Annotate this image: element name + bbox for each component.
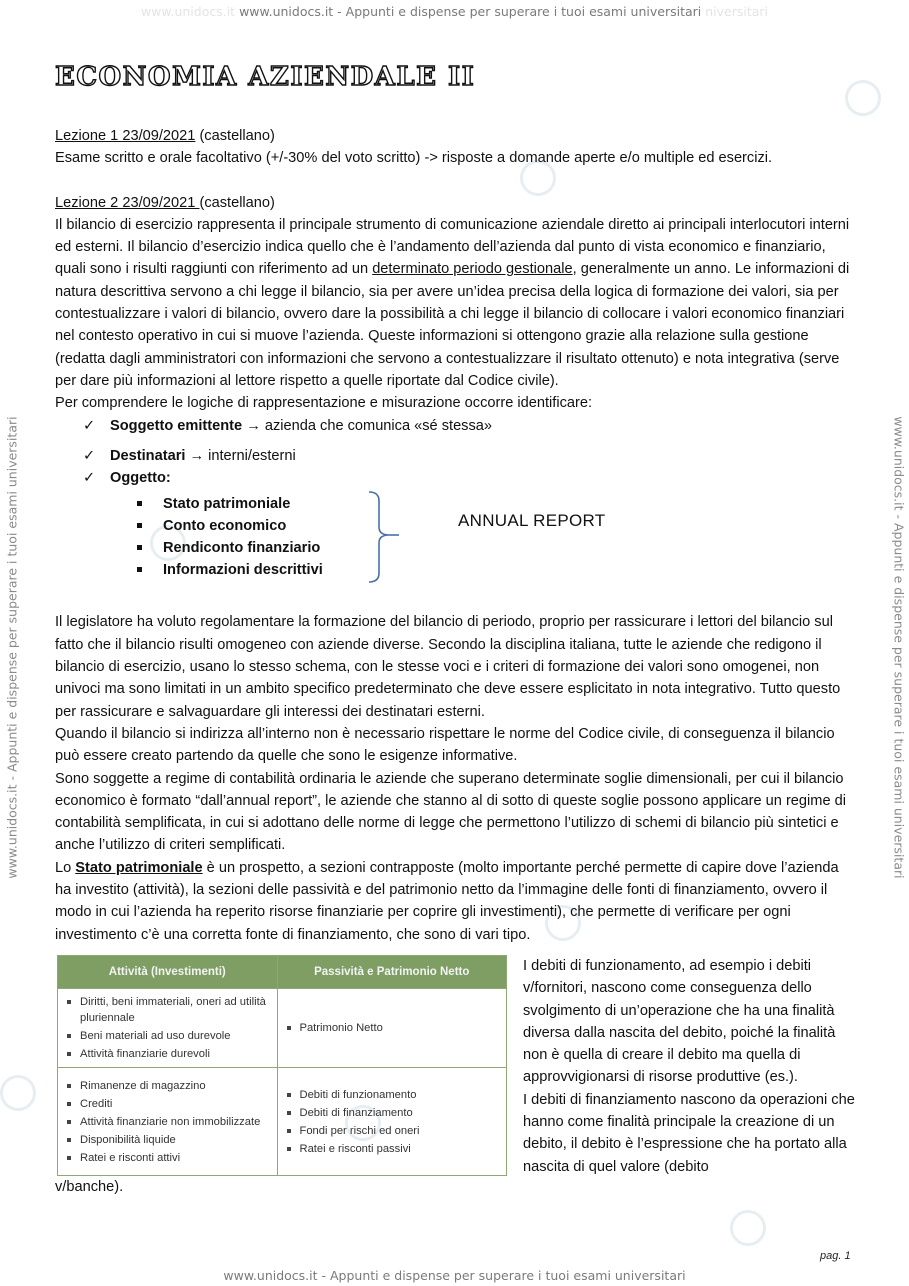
check-item-rest: → interni/esterni xyxy=(185,447,296,464)
table-list-item: Fondi per rischi ed oneri xyxy=(282,1123,501,1139)
square-bullet-icon xyxy=(137,501,142,506)
square-bullet-icon xyxy=(137,523,142,528)
table-list-item: Crediti xyxy=(62,1096,271,1112)
watermark-bottom xyxy=(0,1268,909,1283)
debts-paragraph-2: I debiti di finanziamento nascono da operazioni che hanno come finalità principale la creazione di un debito, il debito è l’espressione che ha portato alla nascita di quel valore (debito xyxy=(523,1091,855,1175)
watermark-logo-icon xyxy=(730,1210,766,1246)
lesson2-paragraph-1 xyxy=(55,214,855,392)
object-item xyxy=(163,493,323,515)
watermark-left: www.unidocs.it - Appunti e dispense per superare i tuoi esami universitari xyxy=(4,416,20,879)
object-label: Informazioni descrittivi xyxy=(163,562,323,579)
table-list-item: Rimanenze di magazzino xyxy=(62,1078,271,1094)
table-list-item: Disponibilità liquide xyxy=(62,1132,271,1148)
table-list-item: Diritti, beni immateriali, oneri ad utilità pluriennale xyxy=(62,994,271,1026)
table-list-item: Ratei e risconti passivi xyxy=(282,1141,501,1157)
check-item xyxy=(55,445,855,467)
table-header-liabilities: Passività e Patrimonio Netto xyxy=(277,956,507,989)
lesson2-paragraph-5: Sono soggette a regime di contabilità ordinaria le aziende che superano determinate soglie dimensionali, per cui il bilancio economico è formato “dall’annual report”, le aziende che stanno al di sotto di queste soglie possono applicare un regime di contabilità semplificata, in cui si adottano delle norme di legge che permettono l’utilizzo di schemi di bilancio più sintetici e anche l’utilizzo di criteri semplificati. xyxy=(55,770,846,854)
table-cell xyxy=(277,1068,507,1176)
table-cell xyxy=(58,1068,278,1176)
check-item-bold: Soggetto emittente xyxy=(110,417,243,434)
watermark-ghost-right: niversitari xyxy=(705,4,769,19)
table-list-item: Patrimonio Netto xyxy=(282,1020,501,1036)
object-item xyxy=(163,537,323,559)
object-item xyxy=(163,515,323,537)
check-item-bold: Oggetto: xyxy=(110,470,171,487)
lesson2-note: (castellano) xyxy=(199,194,275,211)
lesson2-heading: Lezione 2 23/09/2021 xyxy=(55,194,200,211)
lesson1-text: Esame scritto e orale facoltativo (+/-30% del voto scritto) -> risposte a domande aperte e/o multiple ed esercizi. xyxy=(55,150,773,167)
check-list xyxy=(55,415,855,490)
annual-report-label: ANNUAL REPORT xyxy=(458,511,606,531)
table-list-item: Beni materiali ad uso durevole xyxy=(62,1028,271,1044)
debts-tail: v/banche). xyxy=(55,1179,124,1195)
object-list xyxy=(163,493,323,581)
table-cell xyxy=(277,989,507,1068)
curly-brace-icon xyxy=(365,489,405,585)
paragraph-text: è un prospetto, a sezioni contrapposte (molto importante perché permette di capire dove l’azienda ha investito (attività), la sezioni delle passività e del patrimonio netto da l’immagine delle fonti di finanziamento, ovvero il modo in cui l’azienda ha reperito risorse finanziarie per coprire gli investimenti), che permette di verificare per ogni investimento c’è una corretta fonte di finanziamento, che sono di vari tipo. xyxy=(55,859,839,943)
paragraph-text: Il bilancio di esercizio rappresenta il principale strumento di comunicazione aziendale diretto ai principali interlocutori interni ed esterni. Il bilancio d’esercizio indica quello che è l’andamento dell’azienda dal punto di vista economico e finanziario, quali sono i risulti raggiunti con riferimento ad un xyxy=(55,216,850,278)
lesson2-paragraph-4: Quando il bilancio si indirizza all’interno non è necessario rispettare le norme del Codice civile, di conseguenza il bilancio può essere creato partendo da quelle che sono le esigenze informative. xyxy=(55,725,835,765)
underlined-term: determinato periodo gestionale xyxy=(372,261,573,278)
lesson2-heading-line xyxy=(55,192,855,214)
watermark-logo-icon xyxy=(845,80,881,116)
check-item-rest: → azienda che comunica «sé stessa» xyxy=(242,417,493,434)
page-number: pag. 1 xyxy=(820,1250,851,1262)
square-bullet-icon xyxy=(137,567,142,572)
lesson1-heading-line xyxy=(55,125,855,147)
balance-sheet-table xyxy=(57,955,507,1168)
object-item xyxy=(163,559,323,581)
object-label: Rendiconto finanziario xyxy=(163,540,321,557)
watermark-top-text: www.unidocs.it - Appunti e dispense per superare i tuoi esami universitari xyxy=(239,4,702,19)
debts-paragraph-1: I debiti di funzionamento, ad esempio i debiti v/fornitori, nascono come conseguenza dello svolgimento di un’operazione che ha una finalità diversa dalla nascita del debito, poiché la finalità non è quella di creare il debito ma quella di approvvigionarsi di risorse produttive (es.). xyxy=(523,958,836,1086)
table-list-item: Debiti di finanziamento xyxy=(282,1105,501,1121)
watermark-ghost-left: www.unidocs.it xyxy=(140,4,236,19)
object-label: Stato patrimoniale xyxy=(163,496,291,513)
lesson1-note: (castellano) xyxy=(195,128,275,144)
document-title: ECONOMIA AZIENDALE II xyxy=(55,62,476,92)
table-cell xyxy=(58,989,278,1068)
square-bullet-icon xyxy=(137,545,142,550)
watermark-bottom-text: www.unidocs.it - Appunti e dispense per superare i tuoi esami universitari xyxy=(223,1268,686,1283)
table-list-item: Ratei e risconti attivi xyxy=(62,1150,271,1166)
paragraph-text: , generalmente un anno. Le informazioni di natura descrittiva servono a chi legge il bilancio, sia per avere un’idea precisa della logica di formazione dei valori, sia per contestualizzare i valori di bilancio, ovvero dare la possibilità a chi legge il bilancio di collocare i valori economico finanziari nel contesto operativo in cui si muove l’azienda. Queste informazioni si ottengono grazie alla relazione sulla gestione (redatta dagli amministratori con informazioni che servono a contestualizzare il risultato ottenuto) e nota integrativa (serve per dare più informazioni al lettore rispetto a quelle riportate dal Codice civile). xyxy=(55,261,850,389)
object-block xyxy=(55,489,855,585)
debts-explanation xyxy=(523,955,863,1178)
checkmark-icon: ✓ xyxy=(83,470,96,487)
check-item xyxy=(55,415,855,437)
underlined-term: Stato patrimoniale xyxy=(75,859,203,876)
check-item xyxy=(55,467,855,489)
table-list-item: Debiti di funzionamento xyxy=(282,1087,501,1103)
checkmark-icon: ✓ xyxy=(83,447,96,464)
object-label: Conto economico xyxy=(163,518,287,535)
lesson2-paragraph-2: Per comprendere le logiche di rappresentazione e misurazione occorre identificare: xyxy=(55,395,593,412)
watermark-top xyxy=(0,4,909,19)
lesson2-paragraph-3: Il legislatore ha voluto regolamentare la formazione del bilancio di periodo, proprio per rassicurare i lettori del bilancio sul fatto che il bilancio risulti omogeneo con aziende diverse. Secondo la disciplina italiana, tutte le aziende che redigono il bilancio di esercizio, usano lo stesso schema, con le stesse voci e i criteri di formazione dei valori sono omogenei, non univoci ma sono limitati in un ambito specifico predeterminato che deve essere esplicitato in nota integrativo. Tutto questo per rassicurare e salvaguardare gli interessi dei destinatari esterni. xyxy=(55,614,841,720)
watermark-right: www.unidocs.it - Appunti e dispense per superare i tuoi esami universitari xyxy=(891,416,907,879)
watermark-logo-icon xyxy=(0,1075,36,1111)
table-list-item: Attività finanziarie non immobilizzate xyxy=(62,1114,271,1130)
lesson1-heading: Lezione 1 23/09/2021 xyxy=(55,128,196,144)
document-body xyxy=(55,125,855,946)
paragraph-text: Lo xyxy=(55,859,76,876)
check-item-bold: Destinatari xyxy=(110,447,186,464)
lesson2-paragraph-6 xyxy=(55,857,855,946)
table-list-item: Attività finanziarie durevoli xyxy=(62,1046,271,1062)
checkmark-icon: ✓ xyxy=(83,417,96,434)
table-header-assets: Attività (Investimenti) xyxy=(58,956,278,989)
